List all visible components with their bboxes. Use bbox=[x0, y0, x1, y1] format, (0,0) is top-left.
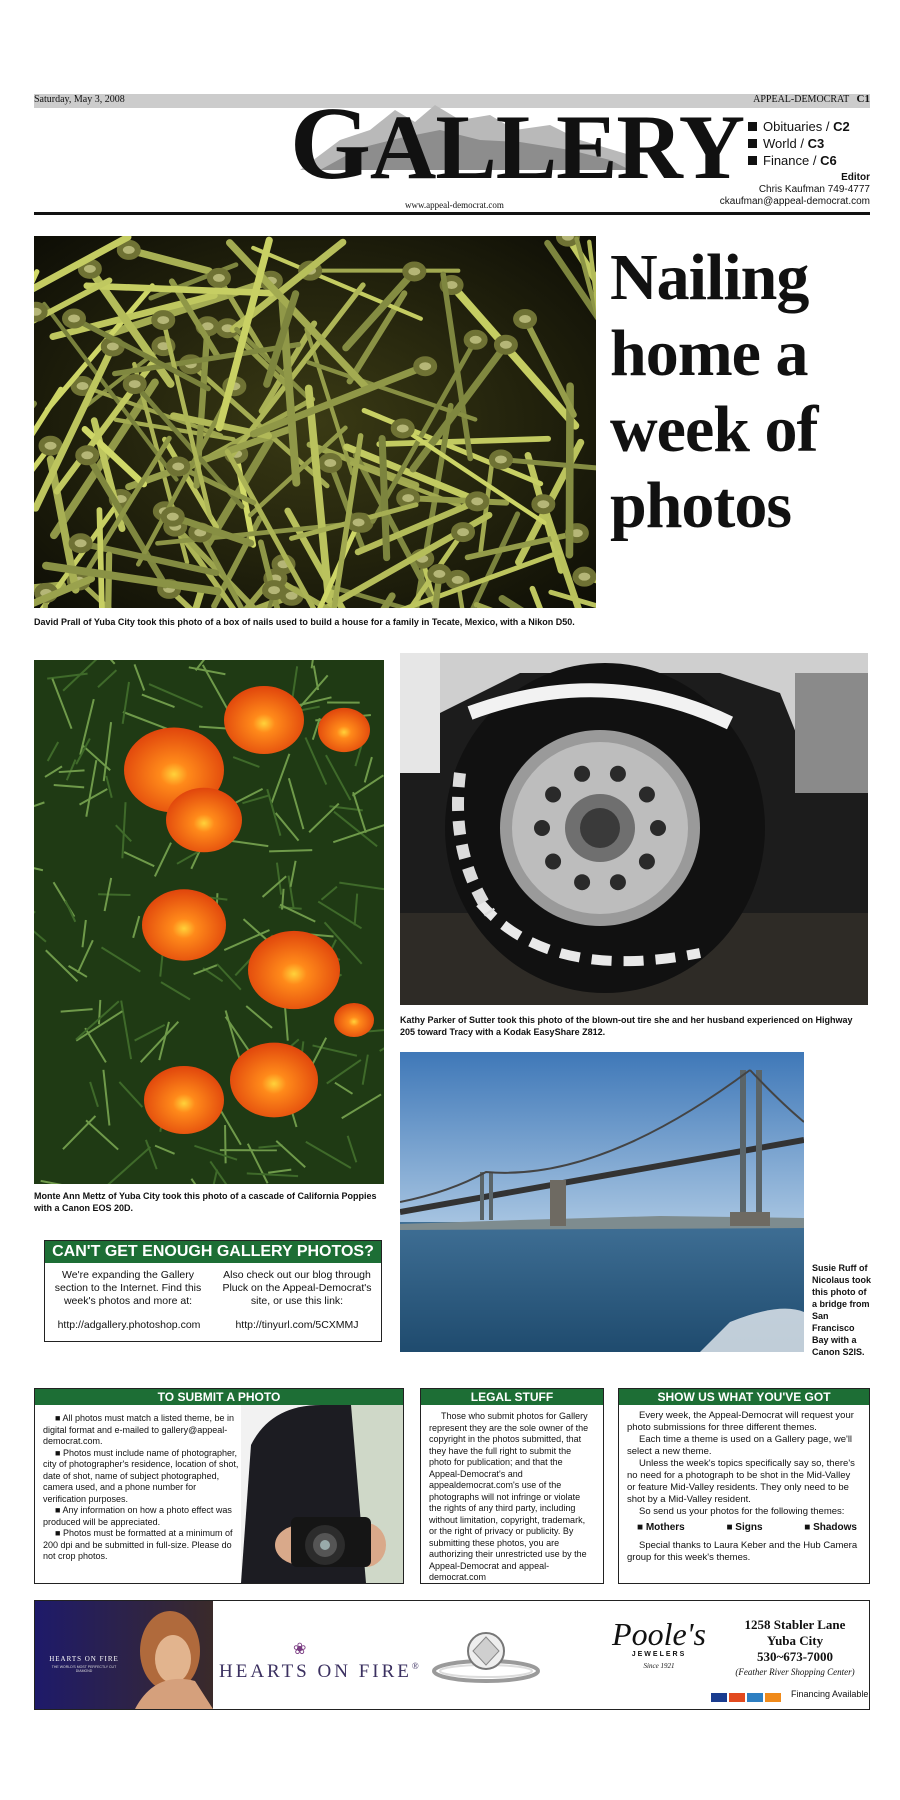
legal-title: LEGAL STUFF bbox=[421, 1389, 603, 1405]
photo-tire bbox=[400, 653, 868, 1005]
caption-tire: Kathy Parker of Sutter took this photo of the blown-out tire she and her husband experienced on Highway 205 toward Tracy with a Kodak EasyShare Z812. bbox=[400, 1015, 853, 1037]
submit-rules bbox=[43, 1413, 239, 1563]
theme-list bbox=[637, 1522, 857, 1534]
headline: Nailing home a week of photos bbox=[610, 241, 818, 542]
theme-signs: ■ Signs bbox=[726, 1522, 763, 1533]
theme-mothers: ■ Mothers bbox=[637, 1522, 685, 1533]
page-index bbox=[748, 118, 850, 169]
publication-name: APPEAL-DEMOCRAT bbox=[753, 94, 850, 105]
lotus-icon: ❀ bbox=[293, 1641, 307, 1658]
jeweler-phone[interactable]: 530~673-7000 bbox=[756, 1649, 834, 1664]
gallery-promo-box bbox=[44, 1240, 382, 1342]
website-url: www.appeal-democrat.com bbox=[405, 200, 504, 210]
jewelry-ad[interactable] bbox=[34, 1600, 870, 1710]
jeweler-address: 1258 Stabler Lane Yuba City 530~673-7000 (Feather River Shopping Center) bbox=[725, 1617, 865, 1679]
ad-small-tagline: THE WORLD'S MOST PERFECTLY CUT DIAMOND bbox=[51, 1665, 117, 1673]
caption-poppies: Monte Ann Mettz of Yuba City took this photo of a cascade of California Poppies with a Canon EOS 20D. bbox=[34, 1191, 377, 1213]
promo-right-link[interactable]: http://tinyurl.com/5CXMMJ bbox=[235, 1319, 359, 1331]
submit-rule-4: ■ Photos must be formatted at a minimum of 200 dpi and be submitted in full-size. Please do not crop photos. bbox=[43, 1528, 233, 1561]
editor-email[interactable]: ckaufman@appeal-democrat.com bbox=[719, 196, 870, 207]
submit-rule-1: ■ All photos must match a listed theme, be in digital format and e-mailed to gallery@appeal-democrat.com. bbox=[43, 1413, 235, 1446]
promo-right-text: Also check out our blog through Pluck on the Appeal-Democrat's site, or use this link: bbox=[222, 1269, 372, 1307]
section-title: GALLERY bbox=[290, 86, 745, 201]
submit-photo-box bbox=[34, 1388, 404, 1584]
show-title: SHOW US WHAT YOU'VE GOT bbox=[619, 1389, 869, 1405]
photo-nails bbox=[34, 236, 596, 608]
header-rule bbox=[34, 212, 870, 215]
dateline: Saturday, May 3, 2008 bbox=[34, 94, 125, 105]
financing-text: Financing Available bbox=[791, 1689, 869, 1699]
show-text: Every week, the Appeal-Democrat will request your photo submissions for three different themes. Each time a theme is used on a Gallery page, we'll select a new theme. Unless the week's topics specifically say so, there's no need for a photograph to be shot in the Mid-Valley or feature Mid-Valley residents. They only need to be shot by a Mid-Valley resident. So send us your photos for the following themes: ■ Mothers ■ Signs ■ Shadows Special thanks to Laura Keber and the Hub Camera group for this week's themes. bbox=[627, 1410, 858, 1563]
photo-photographer bbox=[241, 1405, 403, 1583]
submit-rule-2: ■ Photos must include name of photographer, city of photographer's residence, location of shot, date of shot, name of subject photographed, camera used, and a phone number for verification purposes. bbox=[43, 1447, 239, 1504]
caption-bridge: Susie Ruff of Nicolaus took this photo of a bridge from San Francisco Bay with a Canon S2IS. bbox=[812, 1263, 872, 1357]
promo-left-link[interactable]: http://adgallery.photoshop.com bbox=[57, 1319, 201, 1331]
legal-text: Those who submit photos for Gallery represent they are the sole owner of the copyright in the photos submitted, that they have the full right to submit the photo for publication; and that the Appeal-Democrat's and appealdemocrat.com's use of the photographs will not infringe or violate the rights of any third party, including without limitation, copyright, trademark, or the right of privacy or publicity. By submitting these photos, you are authorizing their unrestricted use by the Appeal-Democrat and appeal-democrat.com bbox=[429, 1411, 589, 1582]
ad-brand: HEARTS ON FIRE® bbox=[219, 1661, 422, 1682]
theme-shadows: ■ Shadows bbox=[804, 1522, 857, 1533]
index-item-world[interactable]: World / C3 bbox=[748, 135, 850, 152]
publication-line bbox=[753, 93, 870, 105]
ad-small-brand: HEARTS ON FIRE bbox=[49, 1655, 119, 1663]
jeweler-logo: Poole's JEWELERS Since 1921 bbox=[601, 1617, 717, 1691]
credit-card-icons bbox=[711, 1689, 781, 1707]
promo-title: CAN'T GET ENOUGH GALLERY PHOTOS? bbox=[45, 1241, 381, 1263]
index-item-finance[interactable]: Finance / C6 bbox=[748, 152, 850, 169]
submit-rule-3: ■ Any information on how a photo effect was produced will be appreciated. bbox=[43, 1505, 232, 1527]
caption-nails: David Prall of Yuba City took this photo of a box of nails used to build a house for a family in Tecate, Mexico, with a Nikon D50. bbox=[34, 617, 575, 627]
promo-left-text: We're expanding the Gallery section to the Internet. Find this week's photos and more at: bbox=[54, 1269, 202, 1307]
legal-box bbox=[420, 1388, 604, 1584]
index-item-obituaries[interactable]: Obituaries / C2 bbox=[748, 118, 850, 135]
show-us-box bbox=[618, 1388, 870, 1584]
photo-bridge bbox=[400, 1052, 804, 1352]
submit-title: TO SUBMIT A PHOTO bbox=[35, 1389, 403, 1405]
diamond-ring-icon bbox=[431, 1627, 541, 1687]
editor-contact: Editor Chris Kaufman 749-4777 ckaufman@appeal-democrat.com bbox=[719, 172, 870, 207]
page-number: C1 bbox=[856, 93, 870, 105]
photo-poppies bbox=[34, 660, 384, 1184]
